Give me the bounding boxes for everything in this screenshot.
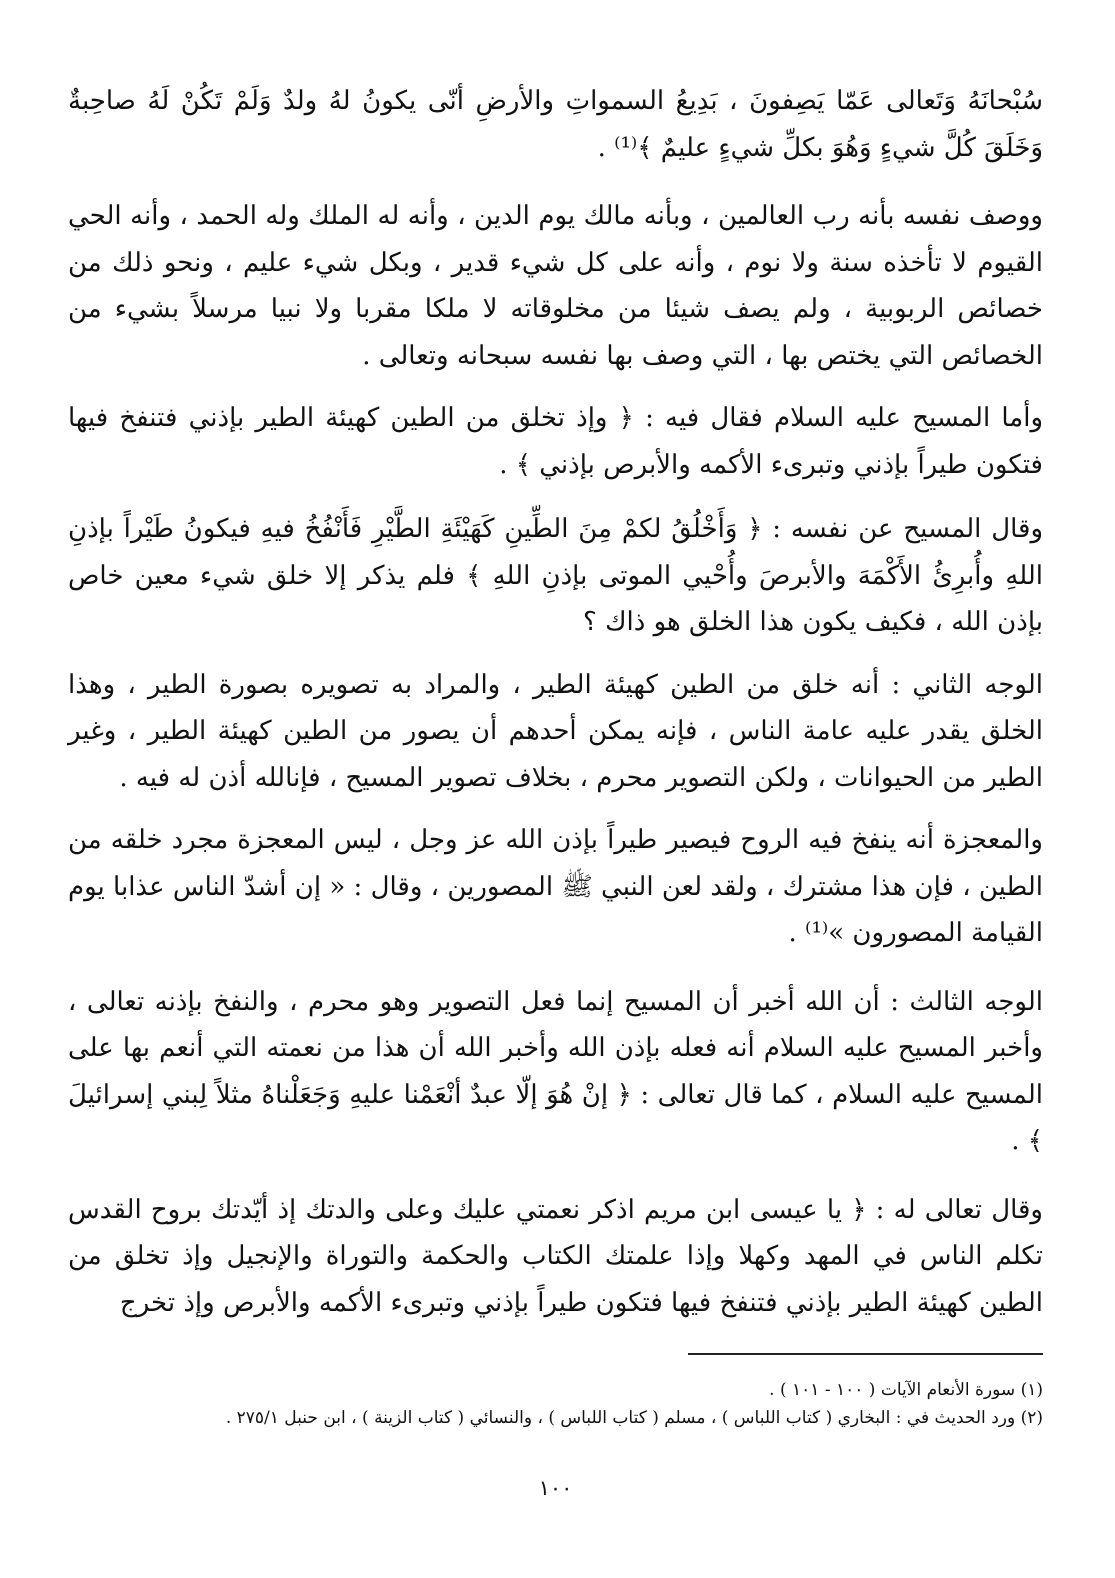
paragraph-messiah-verse: وأما المسيح عليه السلام فقال فيه : ﴿ وإذ تخلق من الطين كهيئة الطير بإذني فتنفخ فيها فتكون طيراً بإذني وتبرىء الأكمه والأبرص بإذني ﴾ . [68, 403, 1043, 480]
paragraph-messiah-self: وقال المسيح عن نفسه : ﴿ وَأَخْلُقُ لكمْ مِنَ الطِّينِ كَهَيْئَةِ الطَّيْرِ فَأَنْفُخُ فيهِ فيكونُ طَيْراً بإذنِ اللهِ وأُبرِئُ الأَكْمَهَ والأبرصَ وأُحْيي الموتى بإذنِ اللهِ ﴾ فلم يذكر إلا خلق شيء معين خاص بإذن الله ، فكيف يكون هذا الخلق هو ذاك ؟ [68, 514, 1043, 637]
paragraph-verse-continuation: وقال تعالى له : ﴿ يا عيسى ابن مريم اذكر نعمتي عليك وعلى والدتك إذ أيّدتك بروح القدس تكلم الناس في المهد وكهلا وإذا علمتك الكتاب والحكمة والتوراة والإنجيل وإذ تخلق من الطين كهيئة الطير بإذني فتنفخ فيها فتكون طيراً بإذني وتبرىء الأكمه والأبرص وإذ تخرج [68, 1194, 1043, 1318]
footnote-divider [688, 1353, 1043, 1355]
paragraph-second-aspect: الوجه الثاني : أنه خلق من الطين كهيئة الطير ، والمراد به تصويره بصورة الطير ، وهذا الخلق يقدر عليه عامة الناس ، فإنه يمكن أحدهم أن يصور من الطين كهيئة الطير ، وغير الطير من الحيوانات ، ولكن التصوير محرم ، بخلاف تصوير المسيح ، فإنالله أذن له فيه . [68, 669, 1043, 793]
paragraph-quran-verse: سُبْحانَهُ وَتَعالى عَمّا يَصِفونَ ، بَدِيعُ السمواتِ والأرضِ أنّى يكونُ لهُ ولدٌ وَلَمْ تَكُنْ لَهُ صاحِبةٌ وَخَلَقَ كُلَّ شيءٍ وَهُوَ بكلِّ شيءٍ عليمٌ ﴾⁽¹⁾ . [68, 86, 1043, 163]
page-number: ١٠٠ [538, 1476, 573, 1500]
paragraph-third-aspect: الوجه الثالث : أن الله أخبر أن المسيح إنما فعل التصوير وهو محرم ، والنفخ بإذنه تعالى ، وأخبر المسيح عليه السلام أنه فعله بإذن الله وأخبر الله أن هذا من نعمته التي أنعم بها على المسيح عليه السلام ، كما قال تعالى : ﴿ إنْ هُوَ إلّا عبدٌ أنْعَمْنا عليهِ وَجَعَلْناهُ مثلاً لِبني إسرائيلَ ﴾ . [68, 986, 1043, 1156]
footnote-2: (٢) ورد الحديث في : البخاري ( كتاب اللباس ) ، مسلم ( كتاب اللباس ) ، والنسائي ( كتاب الزينة ) ، ابن حنبل ٢٧٥/١ . [225, 1408, 1043, 1428]
paragraph-divine-attributes: ووصف نفسه بأنه رب العالمين ، وبأنه مالك يوم الدين ، وأنه له الملك وله الحمد ، وأنه الحي القيوم لا تأخذه سنة ولا نوم ، وأنه على كل شيء قدير ، وبكل شيء عليم ، ونحو ذلك من خصائص الربوبية ، ولم يصف شيئا من مخلوقاته لا ملكا مقربا ولا نبيا مرسلاً بشيء من الخصائص التي يختص بها ، التي وصف بها نفسه سبحانه وتعالى . [68, 201, 1043, 371]
document-page [68, 78, 1043, 1538]
footnote-1: (١) سورة الأنعام الآيات ( ١٠٠ - ١٠١ ) . [769, 1380, 1043, 1400]
footnotes [68, 1376, 1043, 1432]
paragraph-miracle: والمعجزة أنه ينفخ فيه الروح فيصير طيراً بإذن الله عز وجل ، ليس المعجزة مجرد خلقه من الطين ، فإن هذا مشترك ، ولقد لعن النبي ﷺ المصورين ، وقال : « إن أشدّ الناس عذابا يوم القيامة المصورون »⁽¹⁾ . [68, 825, 1043, 948]
